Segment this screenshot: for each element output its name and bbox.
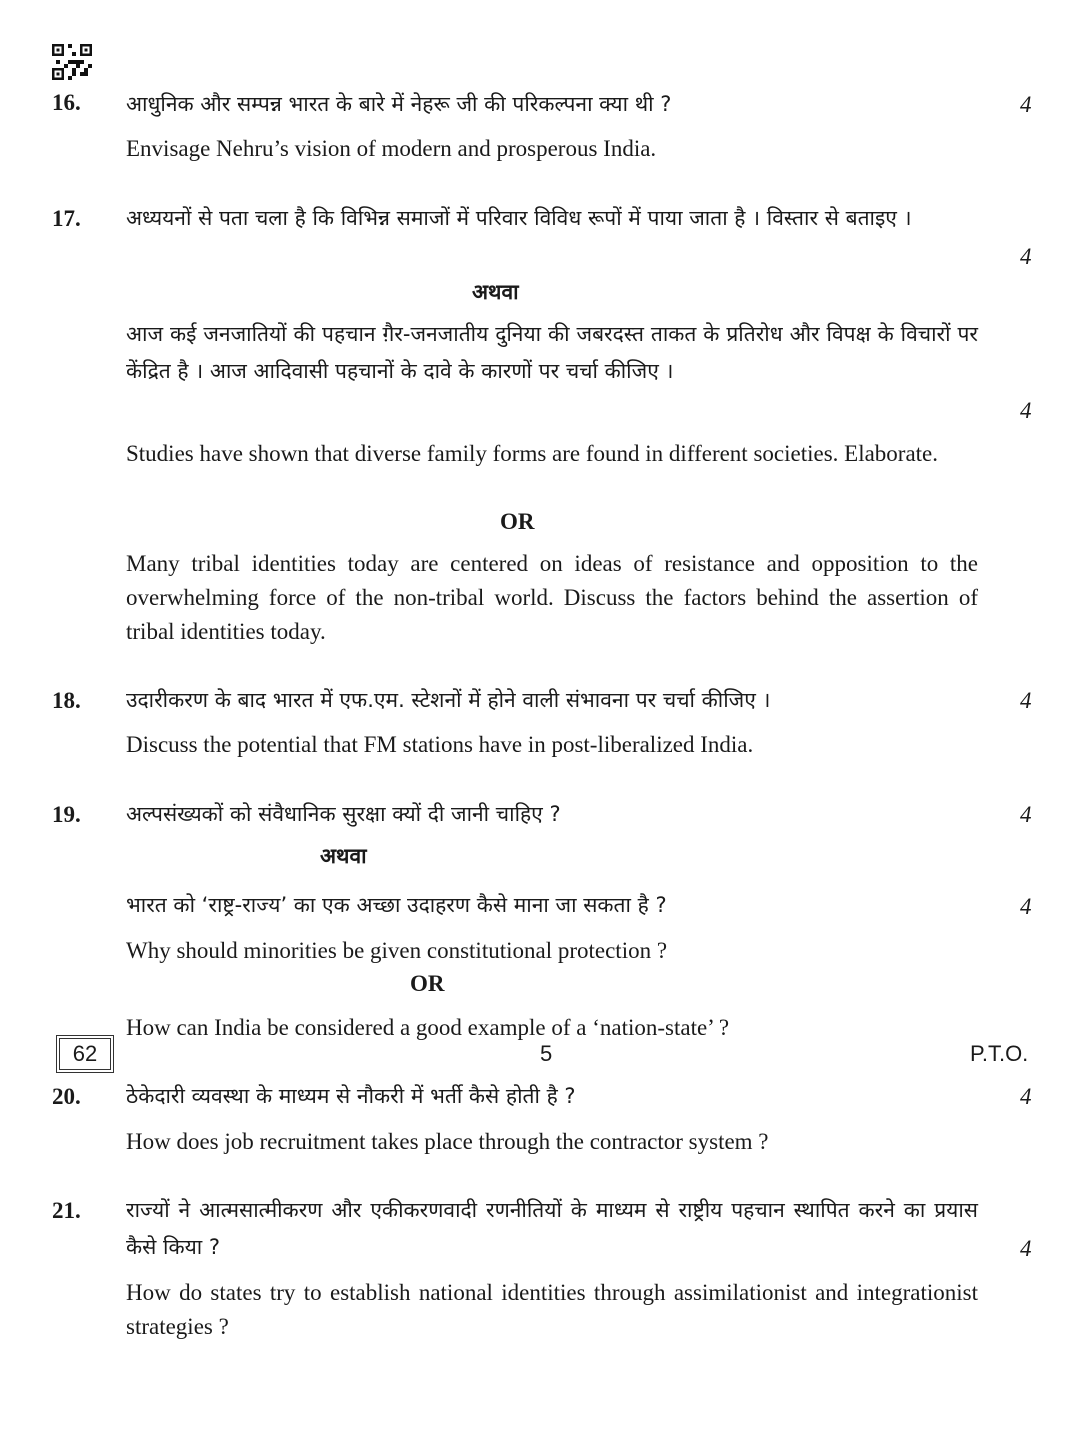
question-number: 19. <box>52 802 81 827</box>
question-number: 17. <box>52 206 81 231</box>
question-marks: 4 <box>1020 1236 1032 1261</box>
question-hindi: अल्पसंख्यकों को संवैधानिक सुरक्षा क्यों दी जानी चाहिए ? <box>126 802 561 826</box>
question-number: 16. <box>52 90 81 115</box>
pto-label: P.T.O. <box>970 1041 1029 1066</box>
question-hindi: राज्यों ने आत्मसात्मीकरण और एकीकरणवादी रणनीतियों के माध्यम से राष्ट्रीय पहचान स्थापित करने का प्रयास कैसे किया ? <box>126 1198 978 1259</box>
or-label-english: OR <box>500 509 535 534</box>
paper-code-box <box>56 1035 114 1073</box>
question-hindi: ठेकेदारी व्यवस्था के माध्यम से नौकरी में भर्ती कैसे होती है ? <box>126 1084 576 1108</box>
qr-code-icon <box>52 44 92 80</box>
question-english: Envisage Nehru’s vision of modern and prosperous India. <box>126 136 657 161</box>
question-english: How does job recruitment takes place through the contractor system ? <box>126 1129 769 1154</box>
or-label-english: OR <box>410 971 445 996</box>
question-hindi-alternative: भारत को ‘राष्ट्र-राज्य’ का एक अच्छा उदाहरण कैसे माना जा सकता है ? <box>126 893 667 917</box>
question-english: Studies have shown that diverse family forms are found in different societies. Elaborate. <box>126 441 939 466</box>
question-hindi: आधुनिक और सम्पन्न भारत के बारे में नेहरू जी की परिकल्पना क्या थी ? <box>126 92 672 116</box>
or-label-hindi: अथवा <box>320 844 367 868</box>
question-english-alternative: How can India be considered a good example of a ‘nation-state’ ? <box>126 1015 730 1040</box>
question-marks: 4 <box>1020 1084 1032 1109</box>
question-number: 21. <box>52 1198 81 1223</box>
paper-code: 62 <box>59 1038 111 1070</box>
question-english: How do states try to establish national identities through assimilationist and integrationist strategies ? <box>126 1280 978 1339</box>
question-marks: 4 <box>1020 688 1032 713</box>
page-number: 5 <box>540 1041 553 1066</box>
question-hindi: अध्ययनों से पता चला है कि विभिन्न समाजों में परिवार विविध रूपों में पाया जाता है । विस्तार से बताइए । <box>126 206 912 230</box>
question-marks: 4 <box>1020 92 1032 117</box>
question-english: Why should minorities be given constitutional protection ? <box>126 938 668 963</box>
question-number: 18. <box>52 688 81 713</box>
question-english-alternative: Many tribal identities today are centered on ideas of resistance and opposition to the overwhelming force of the non-tribal world. Discuss the factors behind the assertion of tribal identities today. <box>126 551 978 644</box>
question-marks: 4 <box>1020 398 1032 423</box>
question-marks: 4 <box>1020 894 1032 919</box>
question-english: Discuss the potential that FM stations have in post-liberalized India. <box>126 732 754 757</box>
or-label-hindi: अथवा <box>472 280 519 304</box>
question-marks: 4 <box>1020 802 1032 827</box>
question-marks: 4 <box>1020 244 1032 269</box>
question-number: 20. <box>52 1084 81 1109</box>
question-hindi-alternative: आज कई जनजातियों की पहचान ग़ैर-जनजातीय दुनिया की जबरदस्त ताकत के प्रतिरोध और विपक्ष के विचारों पर केंद्रित है । आज आदिवासी पहचानों के दावे के कारणों पर चर्चा कीजिए । <box>126 322 978 383</box>
question-hindi: उदारीकरण के बाद भारत में एफ.एम. स्टेशनों में होने वाली संभावना पर चर्चा कीजिए । <box>126 688 771 712</box>
